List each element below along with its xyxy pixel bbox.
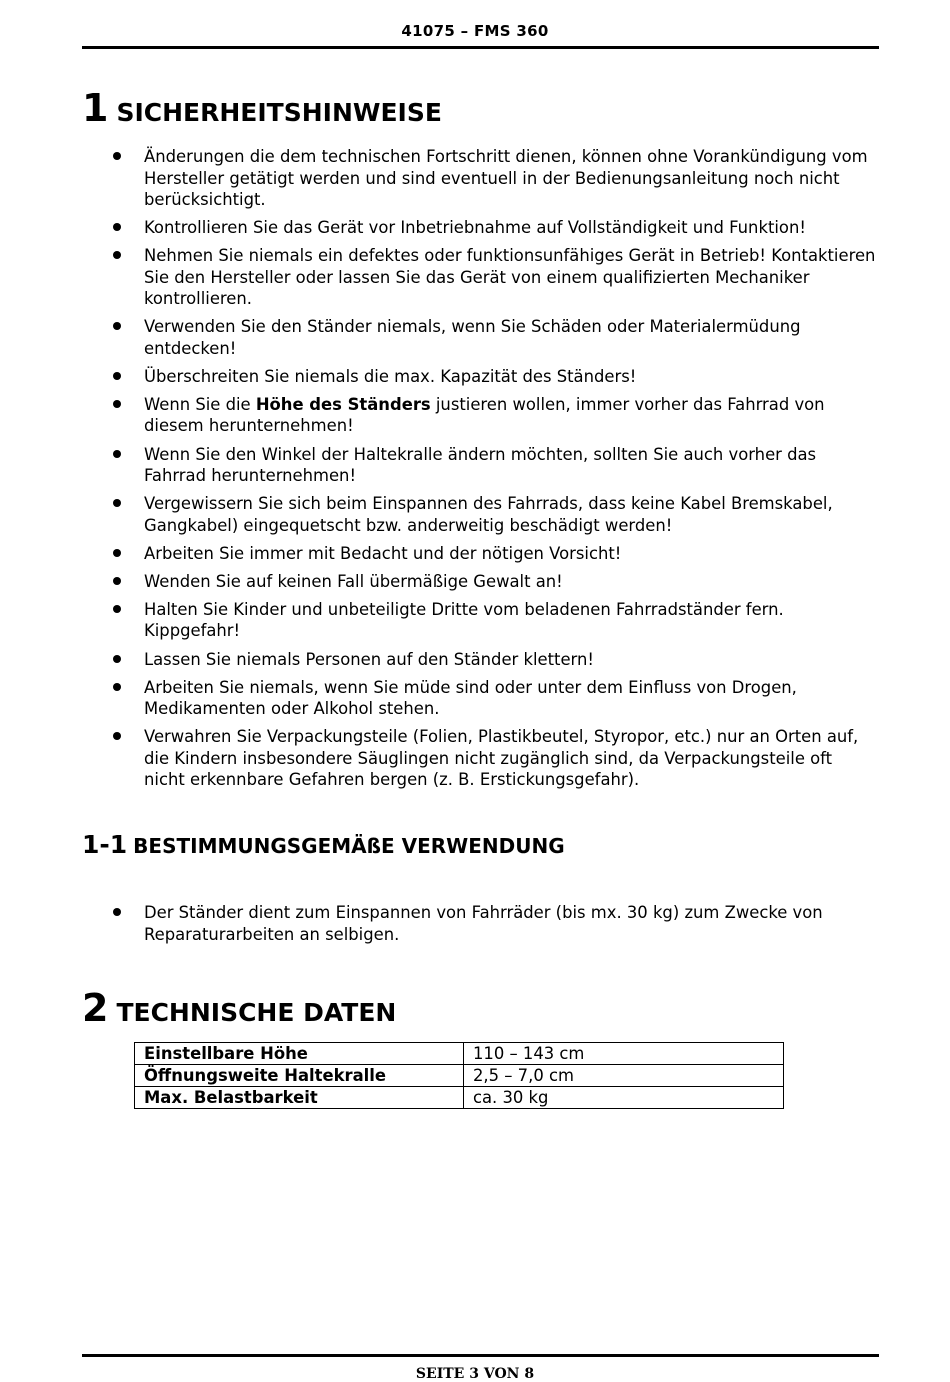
bullet-icon	[113, 372, 121, 380]
table-row	[135, 1087, 784, 1109]
section-number: 2	[82, 986, 109, 1030]
section-1-1-heading	[82, 830, 565, 859]
bullet-icon	[113, 683, 121, 691]
section-number: 1-1	[82, 830, 128, 859]
section-title: TECHNISCHE DATEN	[116, 998, 397, 1027]
bullet-icon	[113, 400, 121, 408]
spec-value: ca. 30 kg	[464, 1087, 784, 1109]
list-item-text: Änderungen die dem technischen Fortschritt dienen, können ohne Vorankündigung vom Hersteller getätigt werden und sind eventuell in der Bedienungsanleitung noch nicht berücksichtigt.	[144, 147, 868, 209]
safety-list	[107, 146, 877, 797]
list-item	[107, 677, 877, 720]
table-row	[135, 1043, 784, 1065]
bullet-icon	[113, 251, 121, 259]
list-item	[107, 245, 877, 310]
list-item-text: Wenden Sie auf keinen Fall übermäßige Gewalt an!	[144, 571, 563, 591]
section-title: BESTIMMUNGSGEMÄßE VERWENDUNG	[133, 834, 565, 858]
spec-value: 110 – 143 cm	[464, 1043, 784, 1065]
section-2-heading	[82, 986, 396, 1030]
list-item-text: Lassen Sie niemals Personen auf den Ständer klettern!	[144, 649, 594, 669]
list-item	[107, 146, 877, 211]
list-item	[107, 571, 877, 593]
list-item	[107, 543, 877, 565]
section-title: SICHERHEITSHINWEISE	[116, 98, 442, 127]
list-item	[107, 394, 877, 437]
table-row	[135, 1065, 784, 1087]
header-rule	[82, 46, 879, 49]
list-item-text: Arbeiten Sie niemals, wenn Sie müde sind oder unter dem Einfluss von Drogen, Medikamenten oder Alkohol stehen.	[144, 677, 797, 719]
list-item-text: Arbeiten Sie immer mit Bedacht und der nötigen Vorsicht!	[144, 543, 622, 563]
list-item-text: Vergewissern Sie sich beim Einspannen des Fahrrads, dass keine Kabel Bremskabel, Gangkabel) eingequetscht bzw. anderweitig beschädigt werden!	[144, 494, 833, 535]
bullet-icon	[113, 450, 121, 458]
spec-label: Einstellbare Höhe	[135, 1043, 464, 1065]
page-number: SEITE 3 VON 8	[415, 1366, 535, 1382]
list-item	[107, 366, 877, 388]
bullet-icon	[113, 499, 121, 507]
footer-rule	[82, 1354, 879, 1357]
list-item-text: Halten Sie Kinder und unbeteiligte Dritte vom beladenen Fahrradständer fern. Kippgefahr!	[144, 599, 784, 641]
list-item-text: Überschreiten Sie niemals die max. Kapazität des Ständers!	[144, 366, 637, 386]
bullet-icon	[113, 577, 121, 585]
list-item	[107, 726, 877, 791]
list-item	[107, 444, 877, 487]
spec-label: Max. Belastbarkeit	[135, 1087, 464, 1109]
bullet-icon	[113, 223, 121, 231]
list-item-emphasis: Höhe des Ständers	[255, 394, 431, 414]
list-item	[107, 217, 877, 239]
list-item	[107, 902, 877, 945]
bullet-icon	[113, 322, 121, 330]
list-item-text: Wenn Sie den Winkel der Haltekralle ändern möchten, sollten Sie auch vorher das Fahrrad herunternehmen!	[144, 444, 817, 486]
bullet-icon	[113, 152, 121, 160]
list-item-text-start: Wenn Sie die	[144, 394, 256, 414]
section-1-heading	[82, 86, 442, 130]
list-item-text: Verwenden Sie den Ständer niemals, wenn Sie Schäden oder Materialermüdung entdecken!	[144, 317, 801, 358]
bullet-icon	[113, 549, 121, 557]
list-item-text: Nehmen Sie niemals ein defektes oder funktionsunfähiges Gerät in Betrieb! Kontaktieren Sie den Hersteller oder lassen Sie das Gerät von einem qualifizierten Mechaniker kontrollieren.	[144, 246, 876, 309]
bullet-icon	[113, 732, 121, 740]
bullet-icon	[113, 605, 121, 613]
list-item-text: Kontrollieren Sie das Gerät vor Inbetriebnahme auf Vollständigkeit und Funktion!	[144, 218, 806, 238]
list-item-text-end: justieren wollen, immer vorher das Fahrrad von diesem herunternehmen!	[144, 394, 825, 436]
spec-label: Öffnungsweite Haltekralle	[135, 1065, 464, 1087]
list-item-text: Der Ständer dient zum Einspannen von Fahrräder (bis mx. 30 kg) zum Zwecke von Reparaturarbeiten an selbigen.	[144, 903, 823, 944]
list-item	[107, 316, 877, 359]
bullet-icon	[113, 655, 121, 663]
list-item-text: Verwahren Sie Verpackungsteile (Folien, Plastikbeutel, Styropor, etc.) nur an Orten auf, die Kindern insbesondere Säuglingen nicht zugänglich sind, da Verpackungsteile oft nicht erkennbare Gefahren bergen (z. B. Erstickungsgefahr).	[144, 727, 859, 790]
spec-value: 2,5 – 7,0 cm	[464, 1065, 784, 1087]
section-number: 1	[82, 86, 109, 130]
list-item	[107, 599, 877, 642]
bullet-icon	[113, 908, 121, 916]
usage-list	[107, 902, 877, 952]
list-item	[107, 493, 877, 536]
list-item	[107, 649, 877, 671]
specs-table	[134, 1042, 784, 1109]
header-title: 41075 – FMS 360	[401, 22, 549, 40]
